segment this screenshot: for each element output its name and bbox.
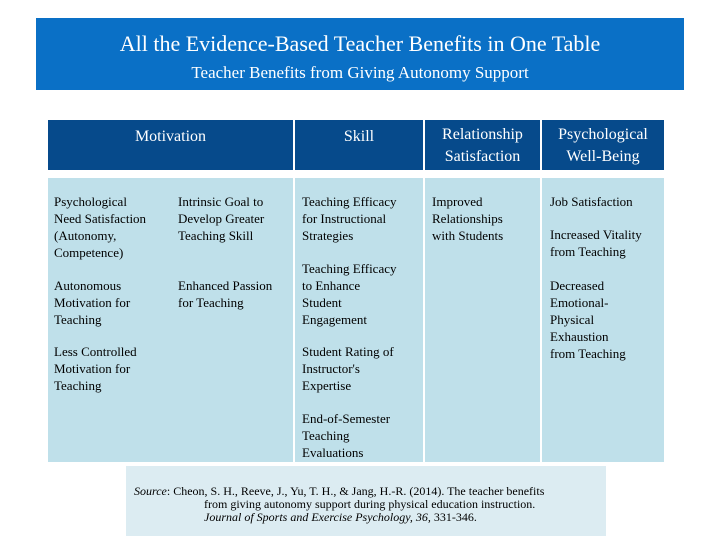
table-cell [302, 260, 397, 328]
page-title: All the Evidence-Based Teacher Benefits in One Table [119, 31, 601, 56]
cell-line: Job Satisfaction [550, 194, 633, 209]
table-cell [302, 410, 390, 461]
cell-line: Strategies [302, 228, 354, 243]
table-cell [432, 193, 503, 244]
cell-line: Less Controlled [54, 344, 137, 359]
cell-line: Exhaustion [550, 329, 609, 344]
skill-column [295, 178, 423, 462]
cell-line: Motivation for [54, 361, 131, 376]
cell-line: Teaching Skill [178, 228, 254, 243]
citation-authors: : Cheon, S. H., Reeve, J., Yu, T. H., & Jang, H.-R. (2014). The teacher benefits [166, 484, 545, 498]
cell-line: from Teaching [550, 346, 626, 361]
cell-line: Improved [432, 194, 483, 209]
table-cell [302, 193, 397, 244]
table-cell [54, 277, 130, 328]
cell-line: Competence) [54, 245, 124, 260]
table-cell [550, 277, 626, 362]
cell-line: Autonomous [54, 278, 122, 293]
cell-line: Student [302, 295, 342, 310]
cell-line: for Teaching [178, 295, 244, 310]
header-wellbeing-line1: Psychological [558, 126, 648, 143]
cell-line: Emotional- [550, 295, 609, 310]
table-cell [550, 193, 633, 210]
cell-line: Need Satisfaction [54, 211, 147, 226]
header-relationship-line2: Satisfaction [444, 148, 521, 165]
header-relationship-line1: Relationship [442, 126, 523, 143]
cell-line: Teaching Efficacy [302, 261, 397, 276]
cell-line: Motivation for [54, 295, 131, 310]
cell-line: Relationships [432, 211, 503, 226]
header-motivation [48, 120, 293, 170]
citation-journal: Journal of Sports and Exercise Psychology, 36, [204, 510, 431, 524]
table-cell [302, 343, 394, 394]
cell-line: Evaluations [302, 445, 364, 460]
cell-line: from Teaching [550, 244, 626, 259]
table-cell [54, 193, 146, 261]
cell-line: Teaching [302, 428, 350, 443]
header-wellbeing-line2: Well-Being [566, 148, 640, 165]
header-motivation-label: Motivation [134, 128, 207, 145]
cell-line: Decreased [550, 278, 605, 293]
cell-line: with Students [432, 228, 504, 243]
cell-line: Instructor's [302, 361, 360, 376]
relationship-column [425, 178, 540, 462]
table-cell [54, 343, 137, 394]
header-skill-label: Skill [343, 128, 375, 145]
citation-journal-line [134, 511, 598, 524]
cell-line: Enhanced Passion [178, 278, 273, 293]
cell-line: End-of-Semester [302, 411, 391, 426]
cell-line: Teaching [54, 378, 102, 393]
cell-line: Student Rating of [302, 344, 394, 359]
cell-line: Develop Greater [178, 211, 265, 226]
cell-line: Teaching [54, 312, 102, 327]
header-relationship-satisfaction [425, 120, 540, 170]
table-cell [178, 277, 272, 311]
page-subtitle: Teacher Benefits from Giving Autonomy Support [191, 63, 529, 82]
cell-line: (Autonomy, [54, 228, 117, 243]
citation-pages: 331-346. [430, 510, 477, 524]
title-banner [36, 18, 684, 90]
header-psychological-wellbeing [542, 120, 664, 170]
source-label: Source [134, 484, 167, 498]
cell-line: Physical [550, 312, 595, 327]
motivation-column [48, 178, 293, 462]
wellbeing-column [542, 178, 664, 462]
table-cell [178, 193, 264, 244]
cell-line: Increased Vitality [550, 227, 642, 242]
cell-line: for Instructional [302, 211, 387, 226]
cell-line: Teaching Efficacy [302, 194, 397, 209]
cell-line: Engagement [302, 312, 367, 327]
cell-line: Expertise [302, 378, 352, 393]
cell-line: Psychological [54, 194, 127, 209]
source-citation [126, 466, 606, 536]
citation-title: from giving autonomy support during physical education instruction. [204, 497, 536, 511]
cell-line: to Enhance [302, 278, 361, 293]
header-skill [295, 120, 423, 170]
cell-line: Intrinsic Goal to [178, 194, 264, 209]
table-cell [550, 226, 642, 260]
